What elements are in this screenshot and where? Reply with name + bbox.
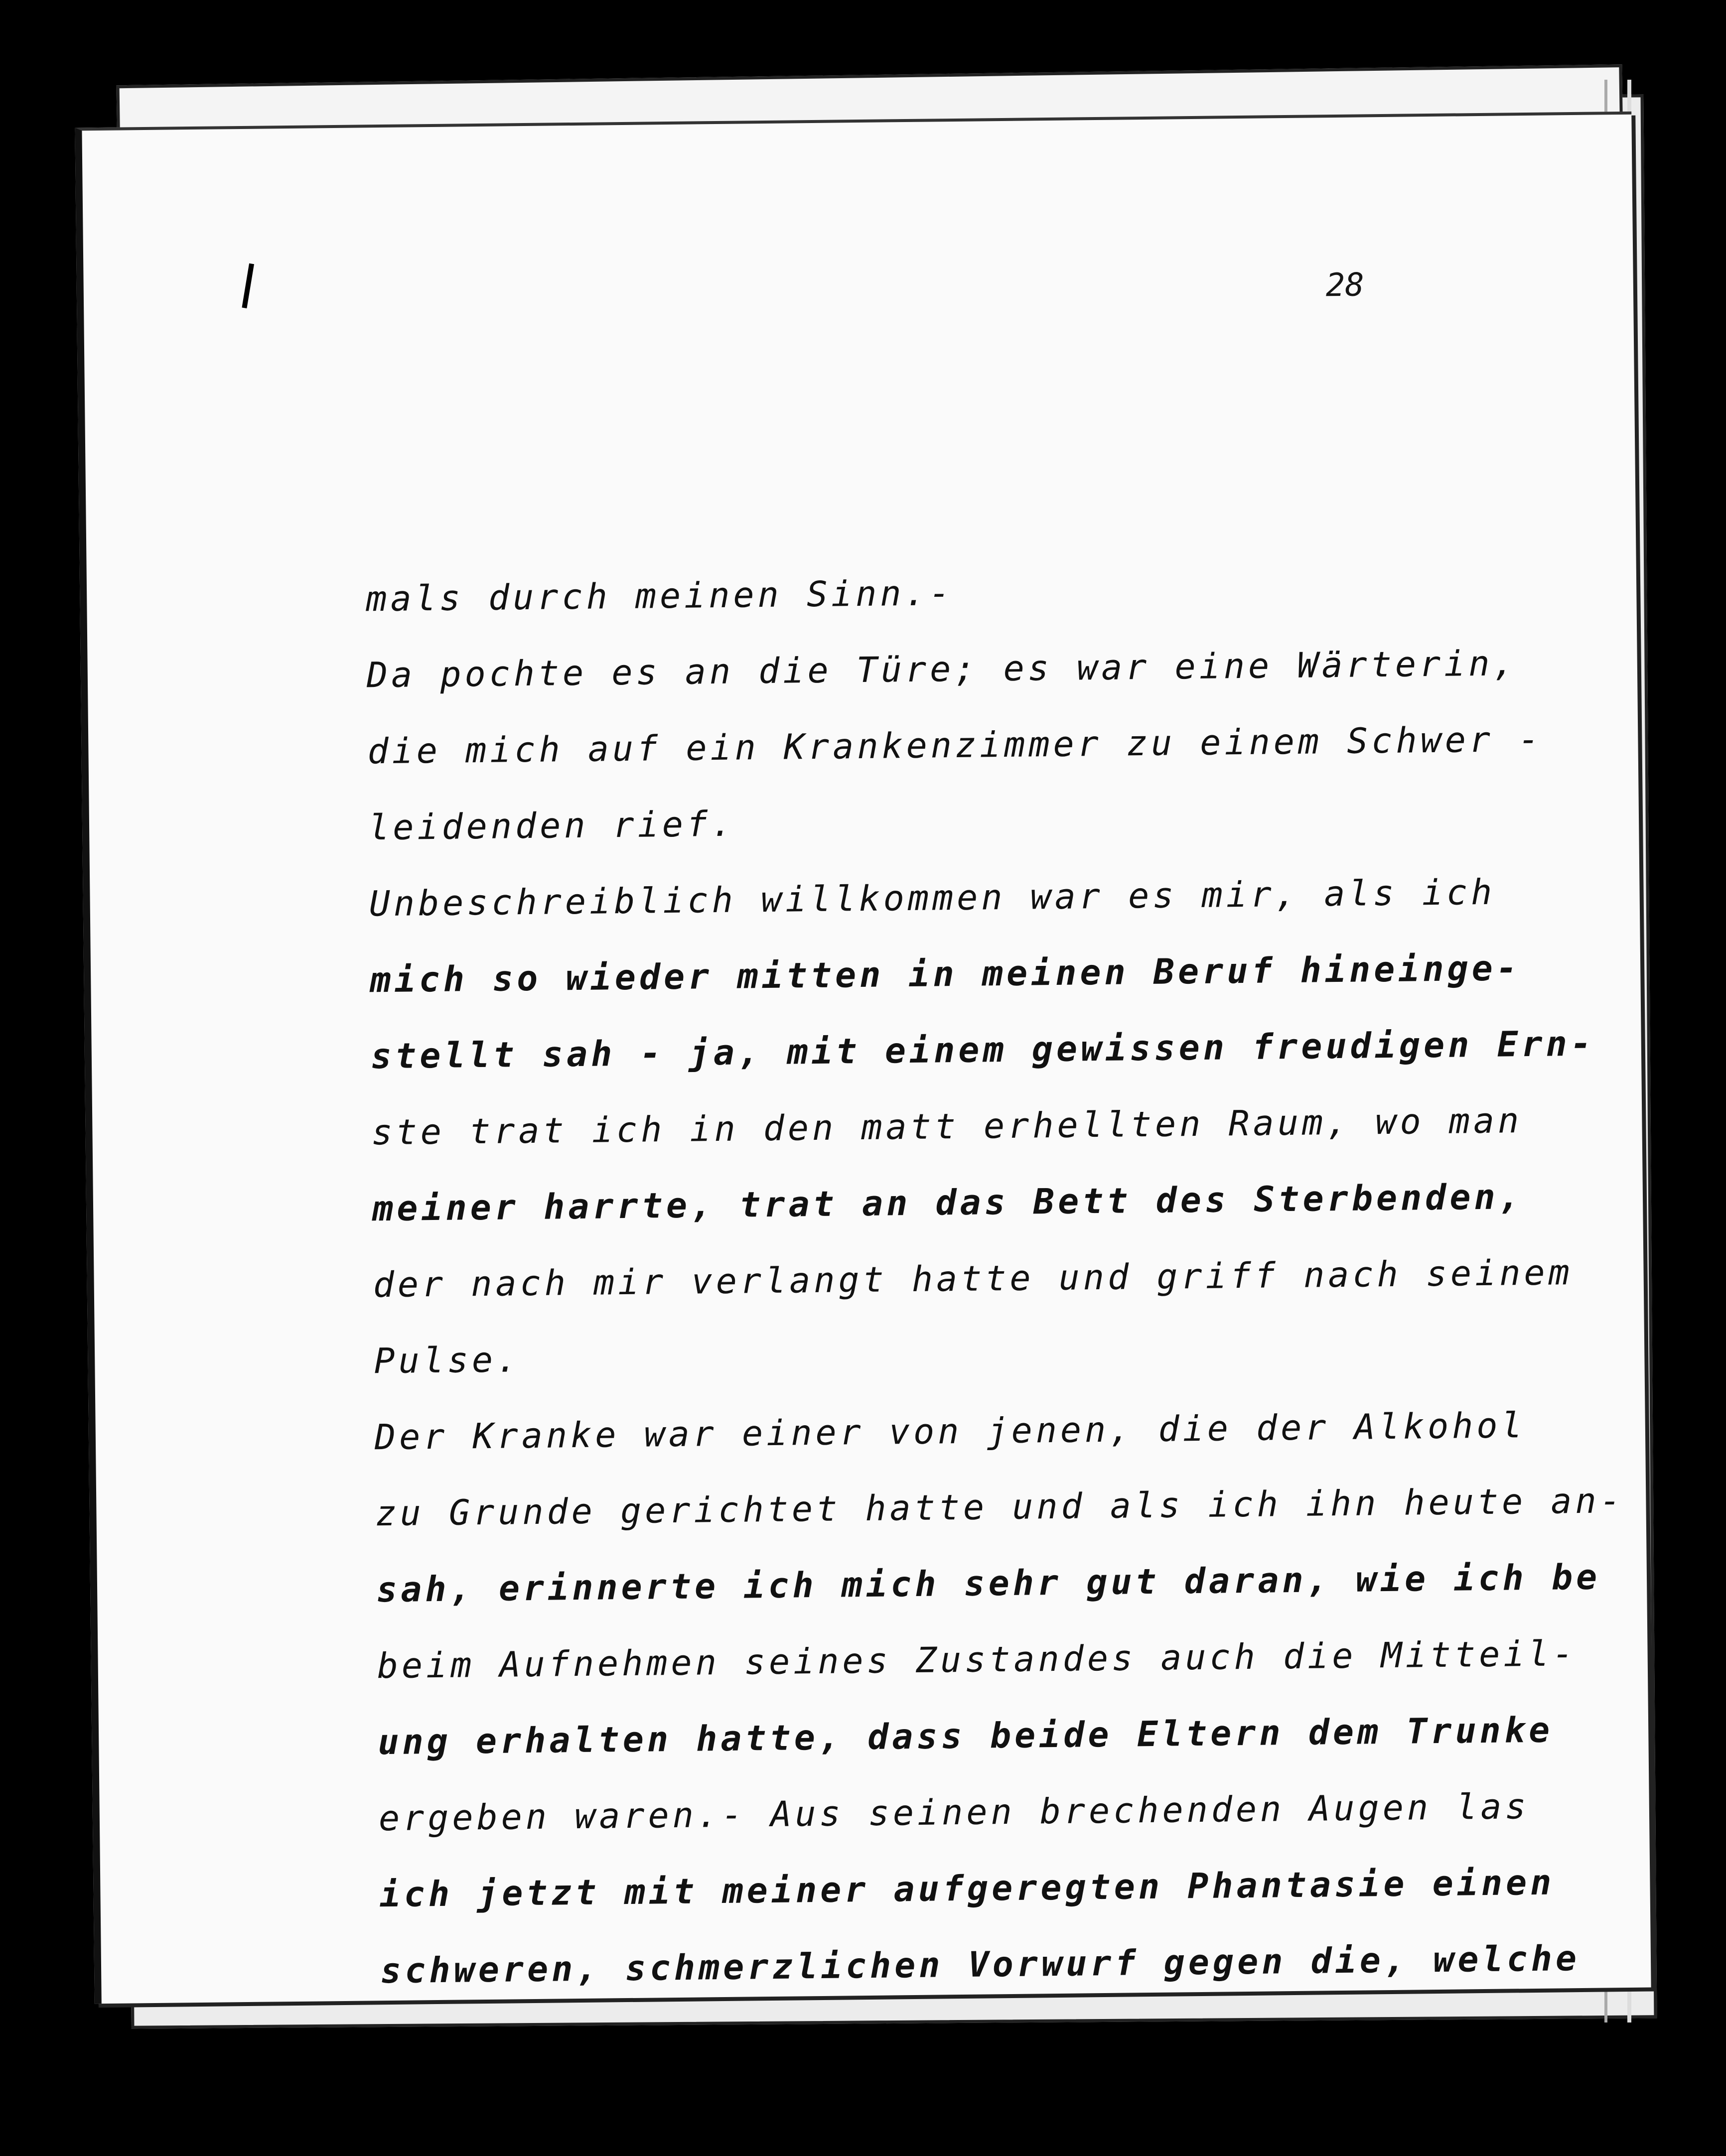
text-line: Da pochte es an die Türe; es war eine Wärterin, [366, 643, 1518, 696]
text-line: Pulse. [373, 1339, 521, 1382]
text-line: Unbeschreiblich willkommen war es mir, als ich [369, 871, 1496, 925]
text-line: die mich auf ein Krankenzimmer zu einem Schwer - [367, 718, 1543, 772]
text-line: mich so wieder mitten in meinen Beruf hineinge- [369, 947, 1521, 1001]
text-line: ich jetzt mit meiner aufgeregten Phantasie einen [379, 1862, 1555, 1915]
text-line: schweren, schmerzlichen Vorwurf gegen die, welche [380, 1938, 1581, 1992]
margin-mark [242, 264, 254, 308]
text-line: leidenden rief. [368, 803, 736, 848]
text-line: der nach mir verlangt hatte und griff nach seinem [373, 1252, 1574, 1306]
text-line: sah, erinnerte ich mich sehr gut daran, wie ich be [376, 1556, 1601, 1611]
typed-text-body [366, 548, 1656, 2010]
text-line: mals durch meinen Sinn.- [365, 572, 954, 620]
text-line: stellt sah - ja, mit einem gewissen freudigen Ern- [370, 1023, 1595, 1077]
page-number: 28 [1325, 267, 1365, 304]
text-line: meiner harrte, trat an das Bett des Sterbenden, [372, 1176, 1524, 1229]
text-line: zu Grunde gerichtet hatte und als ich ihn heute an- [375, 1480, 1625, 1534]
typed-page [75, 112, 1651, 2004]
text-line: beim Aufnehmen seines Zustandes auch die Mitteil- [377, 1633, 1578, 1687]
text-line: ergeben waren.- Aus seinen brechenden Augen las [378, 1786, 1530, 1839]
text-line: Der Kranke war einer von jenen, die der Alkohol [374, 1405, 1526, 1458]
text-line: ste trat ich in den matt erhellten Raum, wo man [371, 1100, 1523, 1153]
text-line: ung erhalten hatte, dass beide Eltern dem Trunke [377, 1709, 1554, 1763]
